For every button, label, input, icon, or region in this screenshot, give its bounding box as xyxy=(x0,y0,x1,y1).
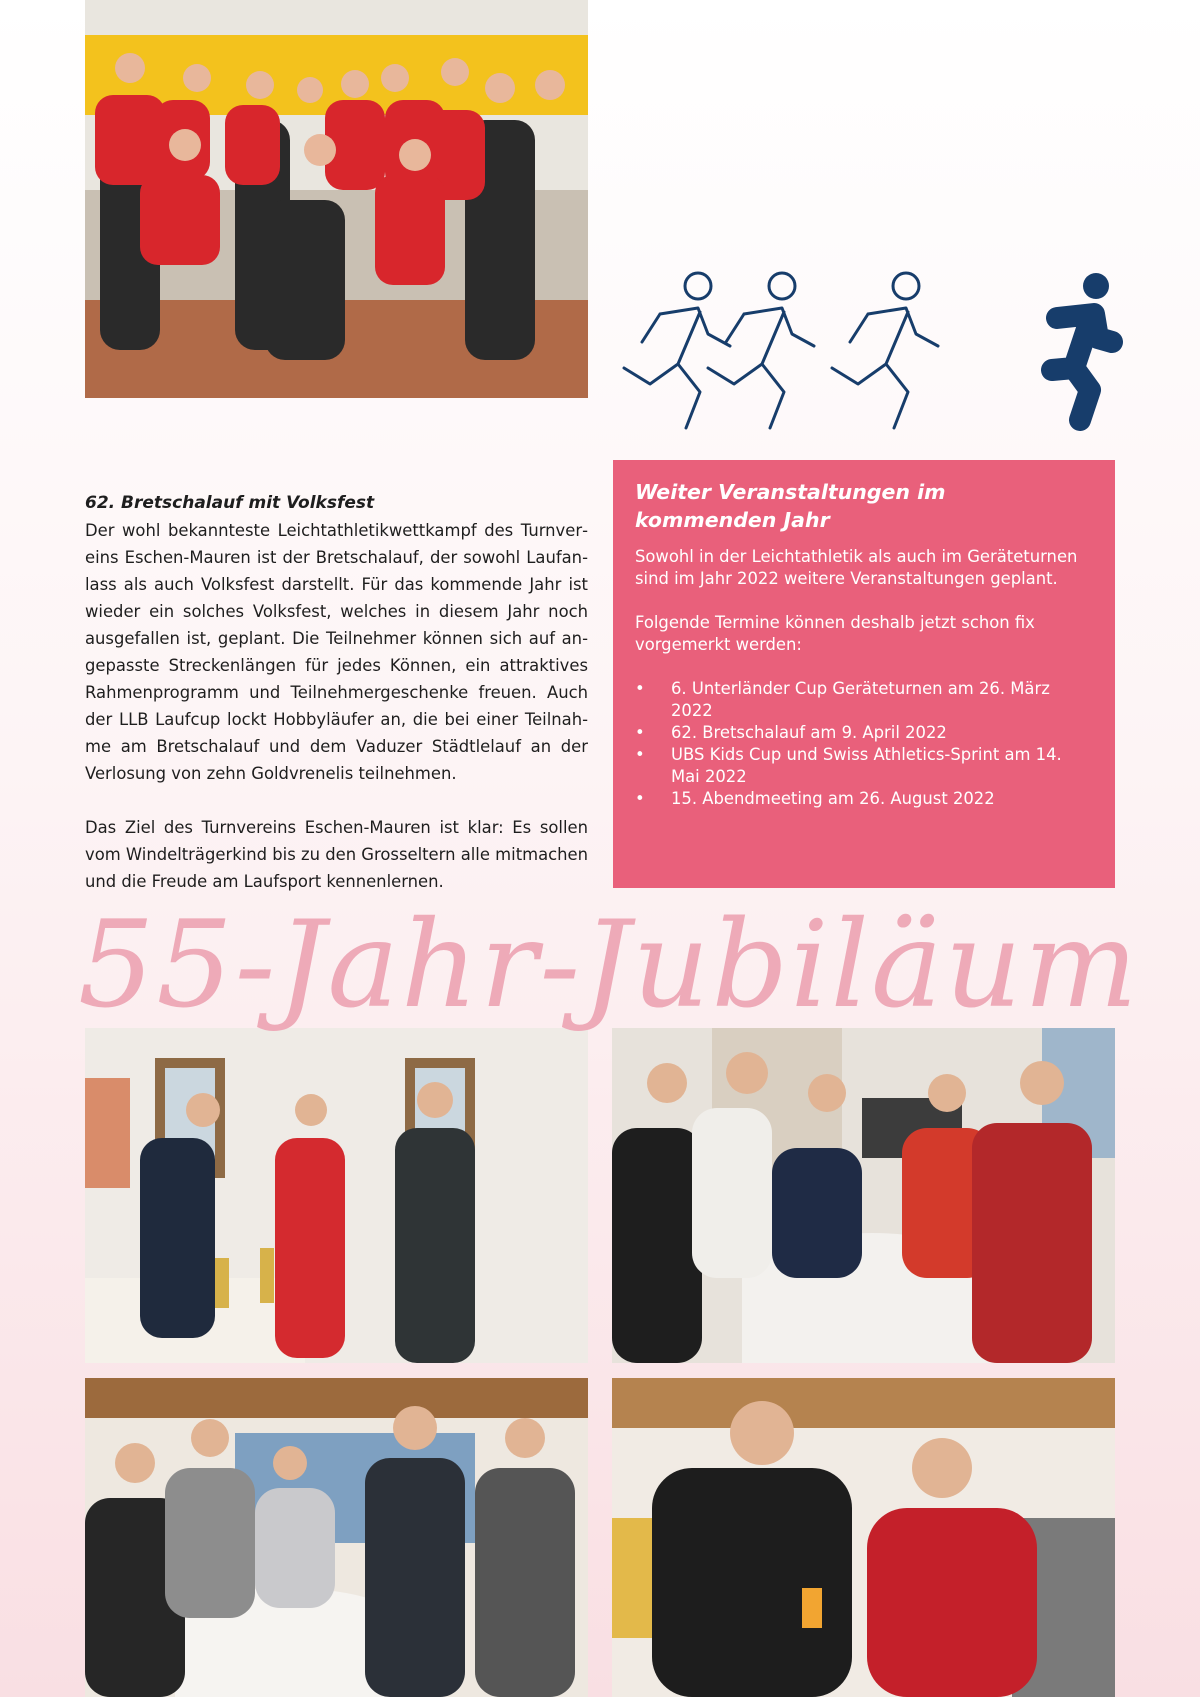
list-item: • UBS Kids Cup und Swiss Athletics-Sprint am 14. Mai 2022 xyxy=(635,745,1062,786)
runners-graphic xyxy=(612,268,1117,438)
team-group-photo xyxy=(85,0,588,398)
list-item: • 15. Abendmeeting am 26. August 2022 xyxy=(635,789,995,808)
running-person-solid-icon xyxy=(1052,273,1112,420)
events-box xyxy=(613,460,1115,888)
list-item: • 62. Bretschalauf am 9. April 2022 xyxy=(635,723,947,742)
events-intro: Sowohl in der Leichtathletik als auch im Geräteturnen sind im Jahr 2022 weitere Veranstaltungen geplant. xyxy=(635,547,1078,588)
article-paragraph: Der wohl bekannteste Leichtathletikwettkampf des Turnvereins Eschen-Mauren ist der Bretschalauf, der sowohl Laufanlass als auch Volksfest darstellt. Für das kommende Jahr ist wieder ein solches Volksfest, welches in diesem Jahr noch ausgefallen ist, geplant. Die Teilnehmer können sich auf angepasste Streckenlängen für jedes Können, ein attraktives Rahmenprogramm und Teilnehmergeschenke freuen. Auch der LLB Laufcup lockt Hobbyläufer an, die bei einer Teilnahme am Bretschalauf und dem Vaduzer Städtlelauf an der Verlosung von zehn Goldvrenelis teilnehmen. xyxy=(85,521,588,783)
bullet-icon: • xyxy=(635,723,645,742)
event-photo xyxy=(85,1378,588,1697)
event-photo xyxy=(612,1378,1115,1697)
article-heading: 62. Bretschalauf mit Volksfest xyxy=(85,493,375,513)
bullet-icon: • xyxy=(635,745,645,764)
list-item: • 6. Unterländer Cup Geräteturnen am 26. März 2022 xyxy=(635,679,1050,720)
running-person-outline-icon xyxy=(624,273,938,428)
events-box-title: Weiter Veranstaltungen im kommenden Jahr xyxy=(635,480,946,532)
events-intro: Folgende Termine können deshalb jetzt schon fix vorgemerkt werden: xyxy=(635,613,1035,654)
bullet-icon: • xyxy=(635,789,645,808)
article-bretschalauf xyxy=(85,490,588,895)
bullet-icon: • xyxy=(635,679,645,698)
event-photo xyxy=(612,1028,1115,1363)
svg-text:55-Jahr-Jubiläum: 55-Jahr-Jubiläum xyxy=(78,896,1140,1035)
jubilee-heading xyxy=(78,878,1140,1038)
event-photo xyxy=(85,1028,588,1363)
article-paragraph: Das Ziel des Turnvereins Eschen-Mauren ist klar: Es sollen vom Windelträgerkind bis zu den Grosseltern alle mitmachen und die Freude am Laufsport kennenlernen. xyxy=(85,818,588,891)
events-list xyxy=(635,678,1093,810)
